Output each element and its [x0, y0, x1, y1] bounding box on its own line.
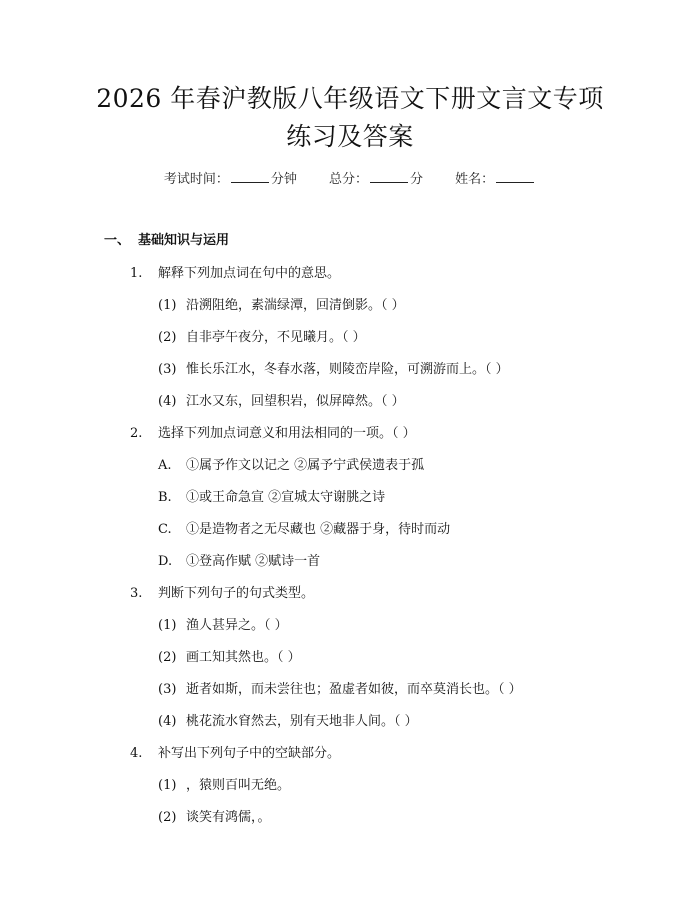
question-1-item-2: [158, 326, 366, 345]
item-label: (3): [158, 362, 177, 377]
exam-meta: [0, 168, 700, 187]
option-text: ①或王命急宣 ②宣城太守谢朓之诗: [186, 490, 386, 505]
option-label: C.: [158, 522, 172, 537]
item-text: 逝者如斯，而未尝往也；盈虚者如彼，而卒莫消长也。（ ）: [186, 682, 522, 697]
question-text: 选择下列加点词意义和用法相同的一项。（ ）: [158, 426, 416, 441]
exam-time-unit: 分钟: [270, 172, 297, 187]
section-title: 基础知识与运用: [138, 233, 230, 248]
question-3-item-1: [158, 614, 288, 633]
question-text: 补写出下列句子中的空缺部分。: [158, 746, 341, 761]
total-score-field: [329, 172, 423, 187]
item-label: (1): [158, 618, 177, 633]
title-line-2: 练习及答案: [286, 122, 414, 151]
section-heading: [104, 229, 229, 248]
option-label: A.: [158, 458, 172, 473]
title-line-1: 2026 年春沪教版八年级语文下册文言文专项: [96, 84, 604, 113]
item-label: (2): [158, 330, 177, 345]
item-text: 沿溯阻绝，素湍绿潭，回清倒影。（ ）: [186, 298, 405, 313]
item-text: 惟长乐江水，冬春水落，则陵峦岸险，可溯游而上。（ ）: [186, 362, 509, 377]
option-label: B.: [158, 490, 172, 505]
question-text: 判断下列句子的句式类型。: [158, 586, 315, 601]
question-number: 2.: [130, 426, 143, 441]
exam-time-field: [164, 172, 297, 187]
question-number: 1.: [130, 266, 143, 281]
question-1: [130, 262, 340, 281]
question-2: [130, 422, 416, 441]
item-text: 江水又东，回望积岩，似屏障然。（ ）: [186, 394, 405, 409]
item-text: 渔人甚异之。（ ）: [186, 618, 288, 633]
question-1-item-4: [158, 390, 405, 409]
question-2-option-a: [158, 454, 424, 473]
item-label: (3): [158, 682, 177, 697]
item-label: (2): [158, 650, 177, 665]
question-number: 3.: [130, 586, 143, 601]
question-3: [130, 582, 314, 601]
item-label: (1): [158, 778, 177, 793]
option-label: D.: [158, 554, 173, 569]
section-number: 一、: [104, 233, 131, 248]
item-text: ，猿则百叫无绝。: [186, 778, 291, 793]
exam-time-blank: [231, 171, 269, 183]
total-score-label: 总分：: [328, 172, 368, 187]
question-2-option-d: [158, 550, 320, 569]
document-title: [60, 80, 640, 156]
question-2-option-c: [158, 518, 450, 537]
item-text: 画工知其然也。（ ）: [186, 650, 301, 665]
item-label: (2): [158, 810, 177, 825]
question-1-item-3: [158, 358, 509, 377]
question-number: 4.: [130, 746, 143, 761]
total-score-unit: 分: [410, 172, 424, 187]
item-label: (4): [158, 394, 177, 409]
item-label: (4): [158, 714, 177, 729]
option-text: ①属予作文以记之 ②属予宁武侯遗表于孤: [186, 458, 425, 473]
option-text: ①是造物者之无尽藏也 ②藏器于身，待时而动: [186, 522, 451, 537]
item-text: 谈笑有鸿儒，。: [186, 810, 271, 825]
exam-time-label: 考试时间：: [163, 172, 229, 187]
option-text: ①登高作赋 ②赋诗一首: [186, 554, 321, 569]
question-text: 解释下列加点词在句中的意思。: [158, 266, 341, 281]
total-score-blank: [370, 171, 408, 183]
name-label: 姓名：: [455, 172, 495, 187]
item-text: 桃花流水窅然去，别有天地非人间。（ ）: [186, 714, 418, 729]
question-4-item-1: [158, 774, 290, 793]
question-3-item-3: [158, 678, 522, 697]
item-label: (1): [158, 298, 177, 313]
question-4-item-2: [158, 806, 271, 825]
question-4: [130, 742, 340, 761]
item-text: 自非亭午夜分，不见曦月。（ ）: [186, 330, 366, 345]
question-3-item-4: [158, 710, 418, 729]
question-2-option-b: [158, 486, 385, 505]
name-blank: [496, 171, 534, 183]
question-1-item-1: [158, 294, 405, 313]
question-3-item-2: [158, 646, 301, 665]
name-field: [455, 172, 536, 187]
